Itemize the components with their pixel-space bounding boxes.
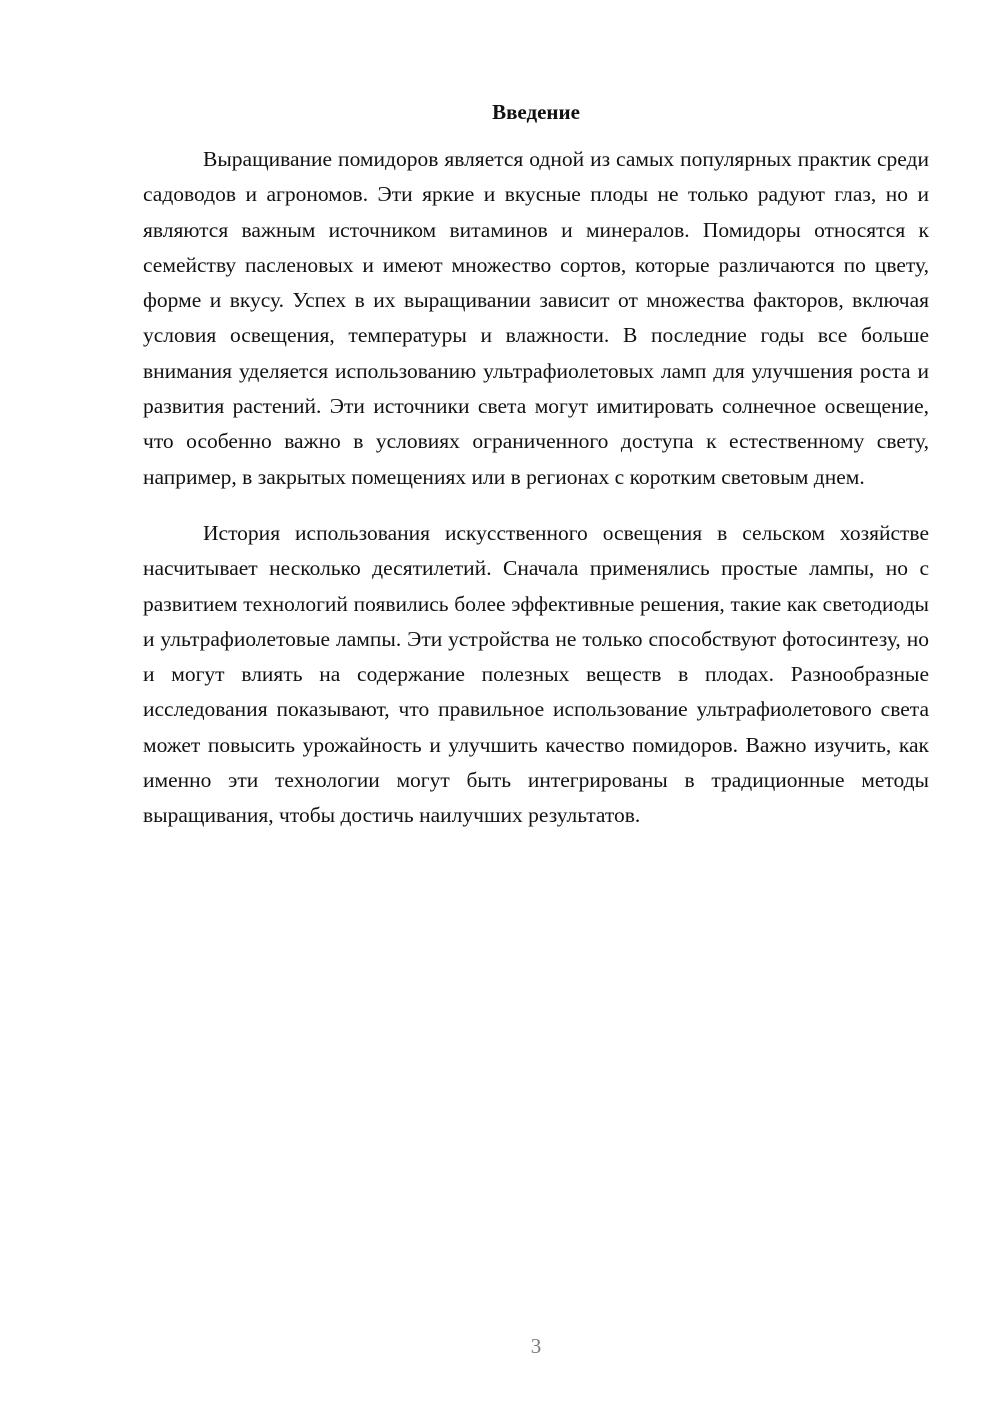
paragraph-2: История использования искусственного освещения в сельском хозяйстве насчитывает несколько десятилетий. Сначала применялись простые лампы, но с развитием технологий появились более эффективные решения, такие как светодиоды и ультрафиолетовые лампы. Эти устройства не только способствуют фотосинтезу, но и могут влиять на содержание полезных веществ в плодах. Разнообразные исследования показывают, что правильное использование ультрафиолетового света может повысить урожайность и улучшить качество помидоров. Важно изучить, как именно эти технологии могут быть интегрированы в традиционные методы выращивания, чтобы достичь наилучших результатов. xyxy=(143,520,929,828)
body-text xyxy=(143,142,929,834)
page-number: 3 xyxy=(530,1334,542,1358)
paragraph-1: Выращивание помидоров является одной из самых популярных практик среди садоводов и агрономов. Эти яркие и вкусные плоды не только радуют глаз, но и являются важным источником витаминов и минералов. Помидоры относятся к семейству пасленовых и имеют множество сортов, которые различаются по цвету, форме и вкусу. Успех в их выращивании зависит от множества факторов, включая условия освещения, температуры и влажности. В последние годы все больше внимания уделяется использованию ультрафиолетовых ламп для улучшения роста и развития растений. Эти источники света могут имитировать солнечное освещение, что особенно важно в условиях ограниченного доступа к естественному свету, например, в закрытых помещениях или в регионах с коротким световым днем. xyxy=(143,147,929,489)
section-title: Введение xyxy=(492,100,580,124)
